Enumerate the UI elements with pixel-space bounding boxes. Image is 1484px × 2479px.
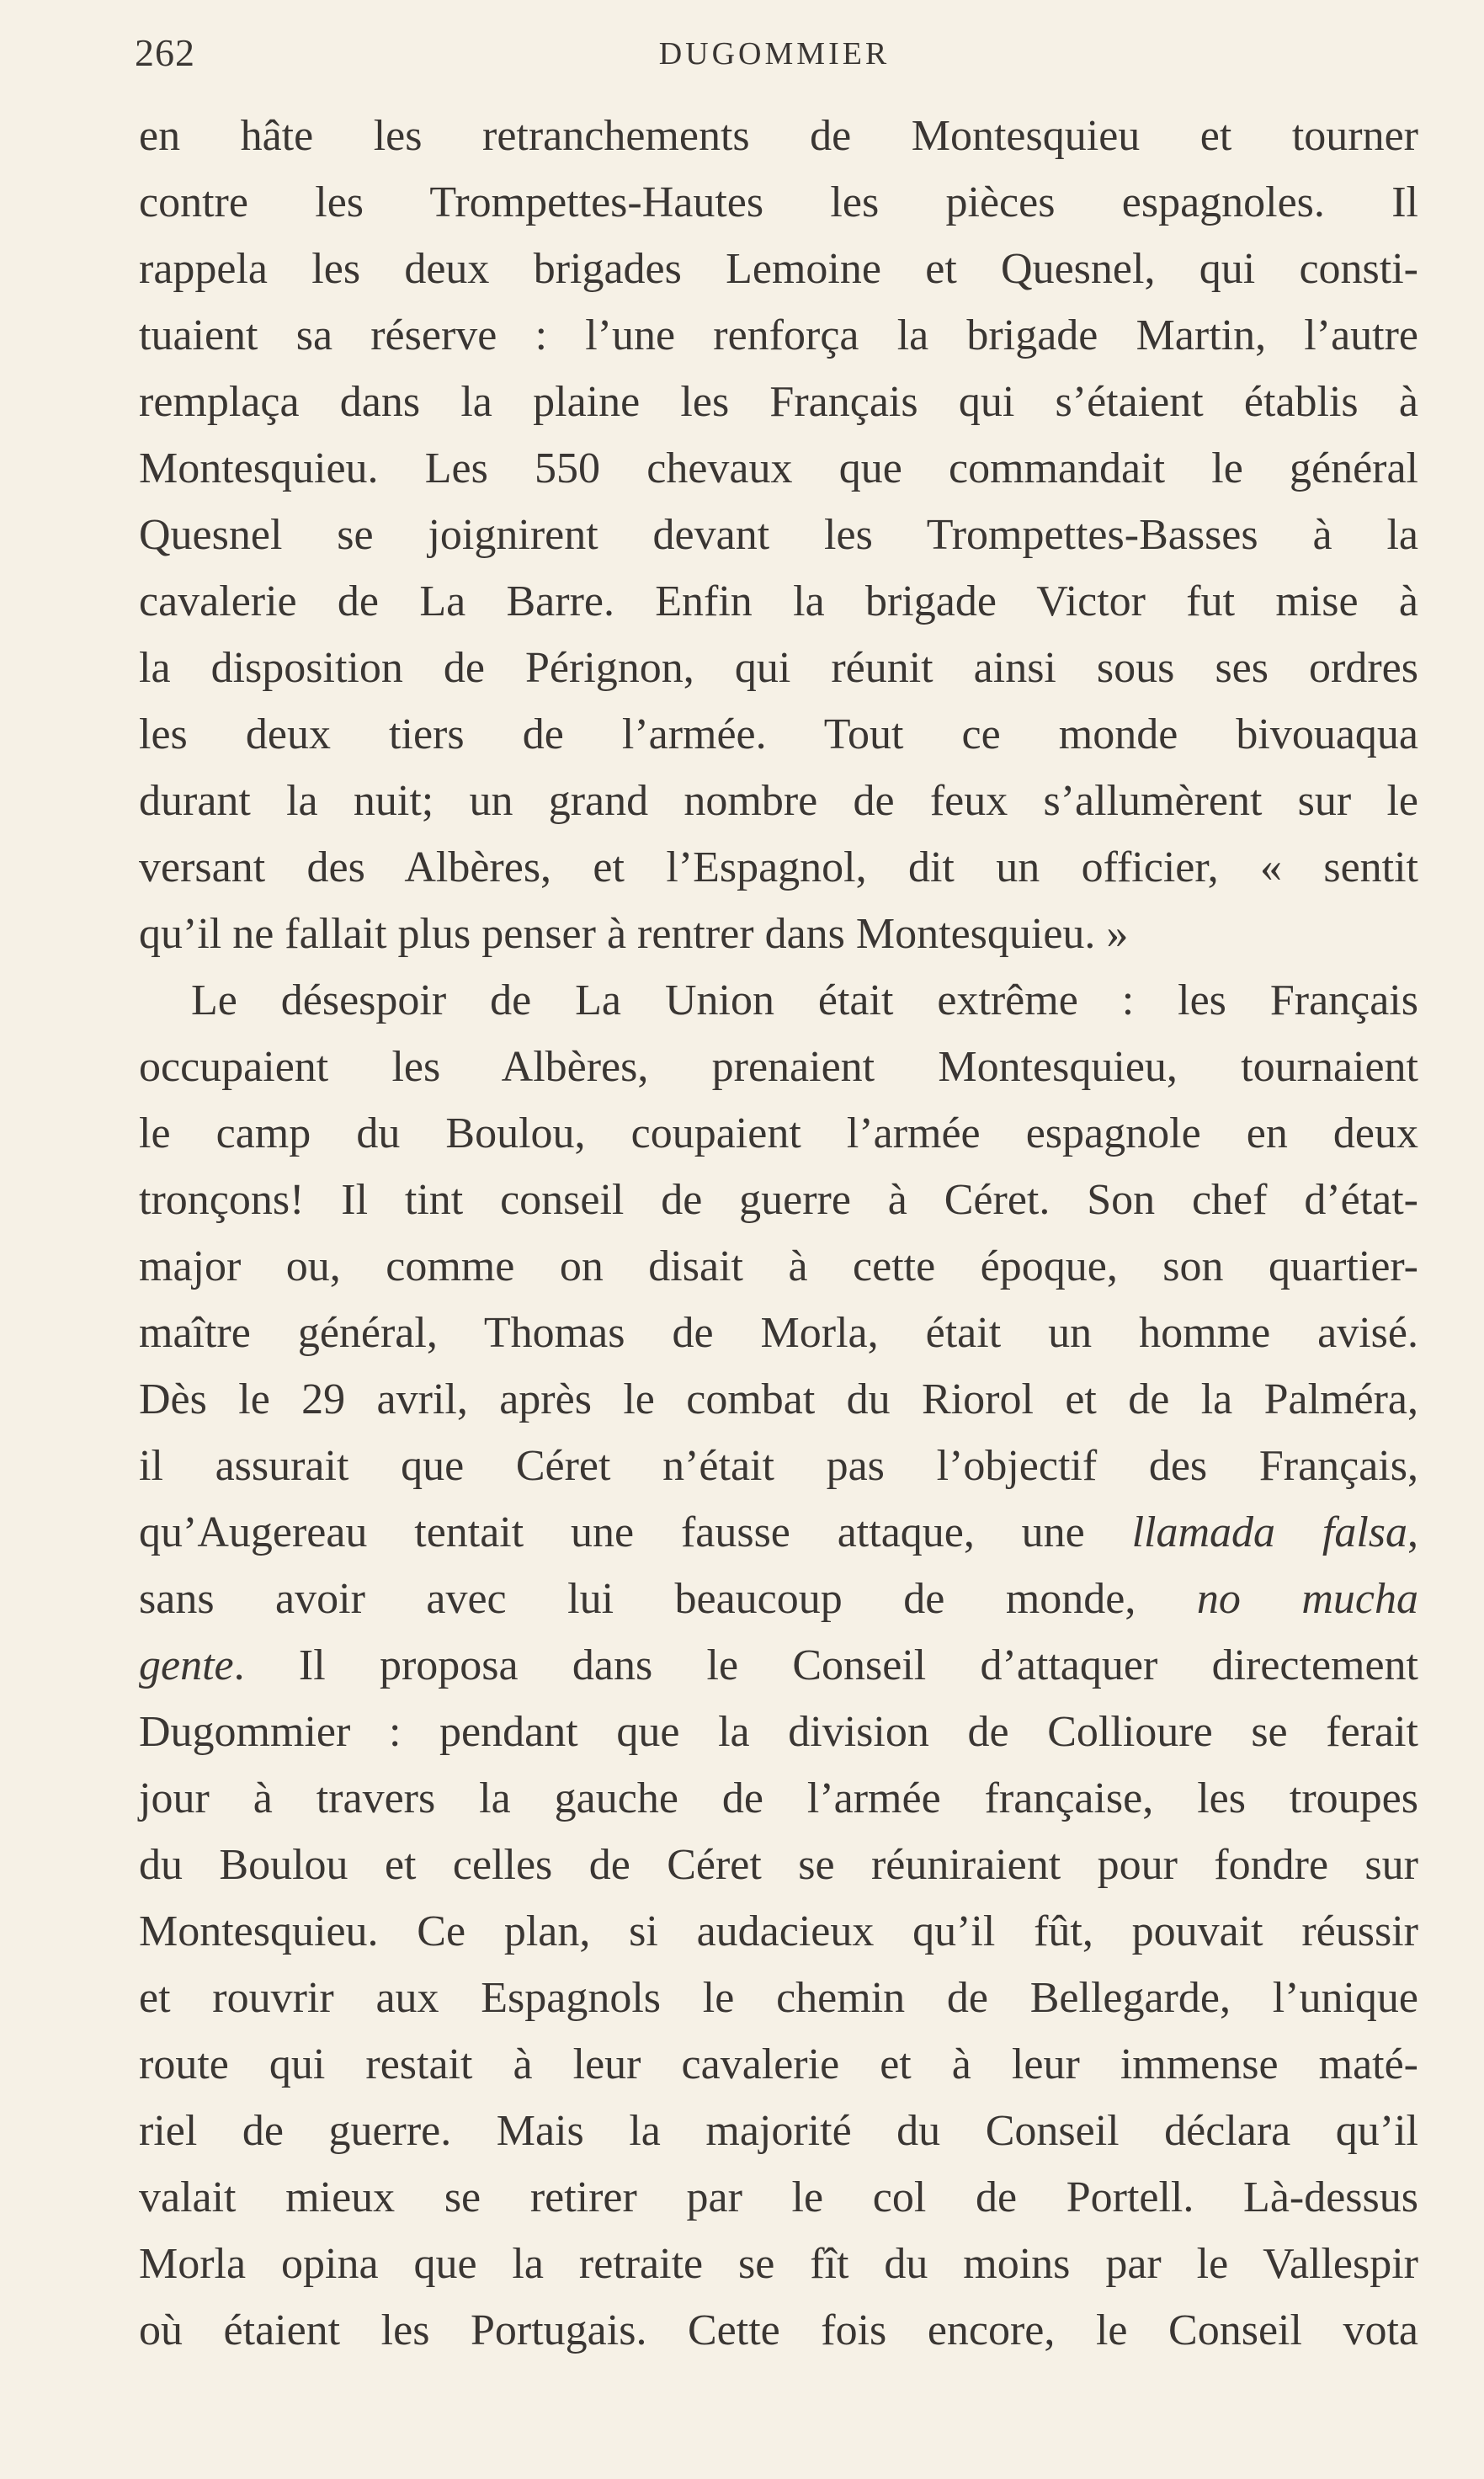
text-line: versant des Albères, et l’Espagnol, dit un officier, « sentit bbox=[139, 843, 1418, 891]
text-line: qu’il ne fallait plus penser à rentrer dans Montesquieu. » bbox=[139, 910, 1129, 958]
page-header bbox=[135, 30, 1414, 89]
text-line: Dès le 29 avril, après le combat du Riorol et de la Palméra, bbox=[139, 1375, 1418, 1423]
text-line: Dugommier : pendant que la division de Collioure se ferait bbox=[139, 1708, 1418, 1756]
text-line bbox=[139, 1632, 1418, 1699]
text-line: maître général, Thomas de Morla, était un homme avisé. bbox=[139, 1309, 1418, 1357]
text-line bbox=[139, 1566, 1418, 1632]
text-line: contre les Trompettes-Hautes les pièces espagnoles. Il bbox=[139, 178, 1418, 226]
text-line: remplaça dans la plaine les Français qui s’étaient établis à bbox=[139, 378, 1418, 426]
text-line: durant la nuit; un grand nombre de feux s’allumèrent sur le bbox=[139, 777, 1418, 825]
text-line: en hâte les retranchements de Montesquieu et tourner bbox=[139, 112, 1418, 160]
italic-phrase: gente bbox=[139, 1641, 234, 1689]
text-line: le camp du Boulou, coupaient l’armée espagnole en deux bbox=[139, 1109, 1418, 1157]
italic-phrase: llamada falsa bbox=[1131, 1508, 1407, 1556]
text-line: la disposition de Pérignon, qui réunit ainsi sous ses ordres bbox=[139, 644, 1418, 692]
text-line: Morla opina que la retraite se fît du moins par le Vallespir bbox=[139, 2240, 1418, 2288]
line-text: , bbox=[1407, 1508, 1418, 1556]
text-line: les deux tiers de l’armée. Tout ce monde bivouaqua bbox=[139, 710, 1418, 758]
text-line bbox=[139, 1499, 1418, 1566]
page-number: 262 bbox=[135, 31, 195, 74]
line-text: qu’Augereau tentait une fausse attaque, une bbox=[139, 1508, 1132, 1556]
text-line: Montesquieu. Les 550 chevaux que commandait le général bbox=[139, 444, 1418, 492]
paragraph-first-line: Le désespoir de La Union était extrême : les Français bbox=[191, 976, 1418, 1024]
text-line: où étaient les Portugais. Cette fois encore, le Conseil vota bbox=[139, 2306, 1418, 2354]
text-line: tuaient sa réserve : l’une renforça la brigade Martin, l’autre bbox=[139, 311, 1418, 359]
text-line: Quesnel se joignirent devant les Trompettes-Basses à la bbox=[139, 511, 1418, 559]
text-line: et rouvrir aux Espagnols le chemin de Bellegarde, l’unique bbox=[139, 1974, 1418, 2022]
text-line: major ou, comme on disait à cette époque, son quartier- bbox=[139, 1242, 1418, 1290]
body-text bbox=[139, 103, 1418, 2364]
line-text: sans avoir avec lui beaucoup de monde, bbox=[139, 1575, 1197, 1623]
text-line: jour à travers la gauche de l’armée française, les troupes bbox=[139, 1774, 1418, 1822]
text-line: rappela les deux brigades Lemoine et Quesnel, qui consti- bbox=[139, 245, 1418, 293]
text-line: riel de guerre. Mais la majorité du Conseil déclara qu’il bbox=[139, 2107, 1418, 2155]
text-line: Montesquieu. Ce plan, si audacieux qu’il fût, pouvait réussir bbox=[139, 1907, 1418, 1955]
text-line: cavalerie de La Barre. Enfin la brigade Victor fut mise à bbox=[139, 577, 1418, 625]
italic-phrase: no mucha bbox=[1196, 1575, 1418, 1623]
text-line: il assurait que Céret n’était pas l’objectif des Français, bbox=[139, 1442, 1418, 1490]
text-line: route qui restait à leur cavalerie et à leur immense maté- bbox=[139, 2040, 1418, 2088]
line-text: . Il proposa dans le Conseil d’attaquer directement bbox=[233, 1641, 1418, 1689]
text-line: tronçons! Il tint conseil de guerre à Céret. Son chef d’état- bbox=[139, 1176, 1418, 1224]
running-head: DUGOMMIER bbox=[658, 36, 891, 72]
text-line: occupaient les Albères, prenaient Montesquieu, tournaient bbox=[139, 1043, 1418, 1091]
text-line: valait mieux se retirer par le col de Portell. Là-dessus bbox=[139, 2173, 1418, 2221]
text-line: du Boulou et celles de Céret se réuniraient pour fondre sur bbox=[139, 1841, 1418, 1889]
